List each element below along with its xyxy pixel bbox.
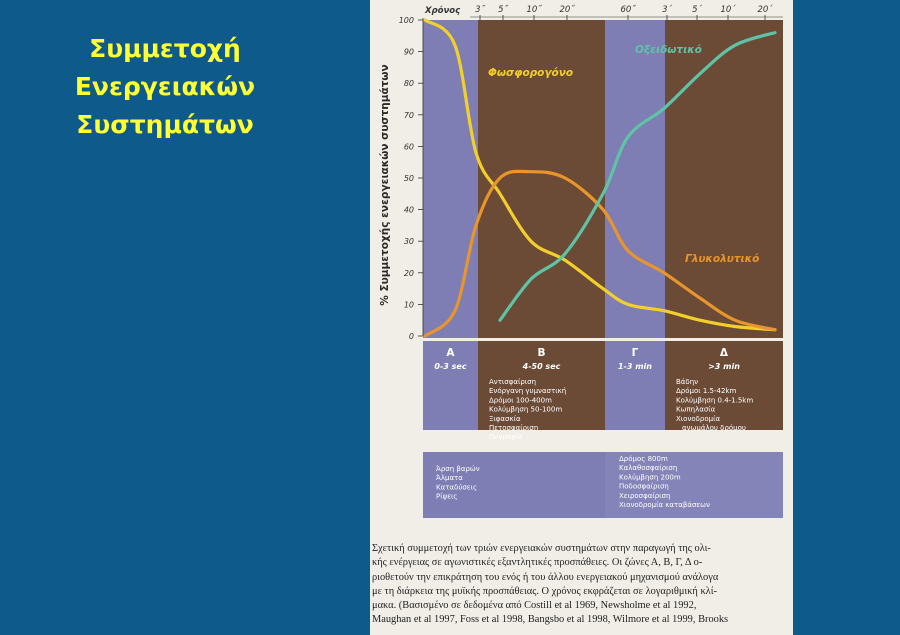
series-label-oxidative: Οξειδωτικό [635,44,702,56]
lower-sport-item: Χειροσφαίριση [619,491,671,500]
zone-sport-item: Κωπηλασία [676,405,716,414]
slide-title [30,30,300,144]
zone-sport-item: Χιονοδρομία [676,414,721,423]
time-tick-label: 20΄ [757,5,773,15]
zone-sport-item: Δρόμοι 1.5-42km [676,387,737,396]
y-tick-label: 60 [403,142,414,152]
time-tick-label: 5΄ [692,5,702,15]
lower-sport-item: Κολύμβηση 200m [619,473,681,482]
zone-letter: Β [537,347,546,359]
y-tick-label: 40 [403,205,414,215]
y-tick-label: 80 [403,79,414,89]
time-tick-label: 10˝ [526,5,542,15]
y-axis-label: % Συμμετοχής ενεργειακών συστημάτων [379,64,391,306]
zone-sport-item: ανωμάλου δρόμου [682,424,746,432]
zone-duration: 1-3 min [617,362,653,371]
time-axis-label: Χρόνος [425,6,461,16]
energy-systems-chart [370,0,793,540]
caption-line: μακα. (Βασισμένο σε δεδομένα από Costill et al 1969, Newsholme et al 1992, [372,600,697,612]
series-label-phosphagen: Φωσφορογόνο [488,67,574,79]
y-tick-label: 50 [403,174,414,183]
y-tick-label: 70 [403,110,414,120]
lower-sport-item: Καταδύσεις [436,483,478,492]
lower-sport-item: Χιονοδρομία καταβάσεων [619,501,710,509]
caption-line: με τη διάρκεια της μυϊκής προσπάθειας. Ο χρόνος εκφράζεται σε λογαριθμική κλί- [372,585,717,597]
y-tick-label: 20 [403,268,414,278]
zone-sport-item: Αντισφαίριση [489,378,537,386]
y-tick-label: 100 [398,16,414,25]
zone-sport-item: Δρόμοι 100-400m [489,396,552,405]
zone-duration: >3 min [708,362,740,371]
time-tick-label: 60˝ [620,5,636,15]
caption-line: Σχετική συμμετοχή των τριών ενεργειακών συστημάτων στην παραγωγή της ολι- [372,543,711,554]
lower-sport-item: Ρίψεις [436,492,458,501]
time-tick-label: 20˝ [559,5,575,15]
lower-sport-item: Άρση βαρών [436,465,480,473]
zone-sport-item: Βάδην [676,378,699,386]
zone-sport-item: Πυγμαχία [489,433,523,442]
lower-sport-item: Άλματα [436,474,463,483]
slide-title-line: Ενεργειακών [74,72,256,101]
y-tick-label: 0 [408,332,414,341]
time-tick-label: 3˝ [475,5,485,15]
zone-duration: 0-3 sec [434,362,467,371]
zone-sport-item: Ενόργανη γυμναστική [489,387,567,396]
zone-sport-item: Πετοσφαίριση [489,424,539,432]
series-label-glycolytic: Γλυκολυτικό [685,253,760,265]
time-tick-label: 5˝ [498,5,508,15]
zone-duration: 4-50 sec [522,362,561,371]
slide-title-line: Συστημάτων [76,110,254,139]
lower-sport-item: Δρόμος 800m [619,455,668,463]
time-tick-label: 3΄ [662,5,672,15]
zone-letter: Α [446,347,455,359]
slide-title-line: Συμμετοχή [89,34,241,63]
y-tick-label: 30 [403,237,414,247]
caption-line: κής ενέργειας σε αγωνιστικές εξαντλητικές προσπάθειες. Οι ζώνες Α, Β, Γ, Δ ο- [372,557,703,569]
lower-sport-item: Καλαθοσφαίριση [619,464,678,473]
y-tick-label: 10 [403,300,414,310]
caption-line: Maughan et al 1997, Foss et al 1998, Bangsbo et al 1998, Wilmore et al 1999, Brooks [372,614,729,626]
lower-sport-item: Ποδοσφαίριση [619,482,669,491]
zones-layer [423,20,783,518]
zone-sport-item: Ξιφασκία [489,414,521,423]
figure-panel [370,0,793,635]
zone-letter: Γ [631,347,639,359]
separator [423,338,783,341]
y-tick-label: 90 [403,47,414,57]
figure-caption [372,542,793,628]
zone-sport-item: Κολύμβηση 50-100m [489,405,563,414]
zone-letter: Δ [719,347,729,359]
caption-line: ριοθετούν την επικράτηση του ενός ή του άλλου ενεργειακού μηχανισμού ανάλογα [372,571,719,583]
zone-sport-item: Κολύμβηση 0.4-1.5km [676,396,754,405]
time-tick-label: 10΄ [720,5,736,15]
